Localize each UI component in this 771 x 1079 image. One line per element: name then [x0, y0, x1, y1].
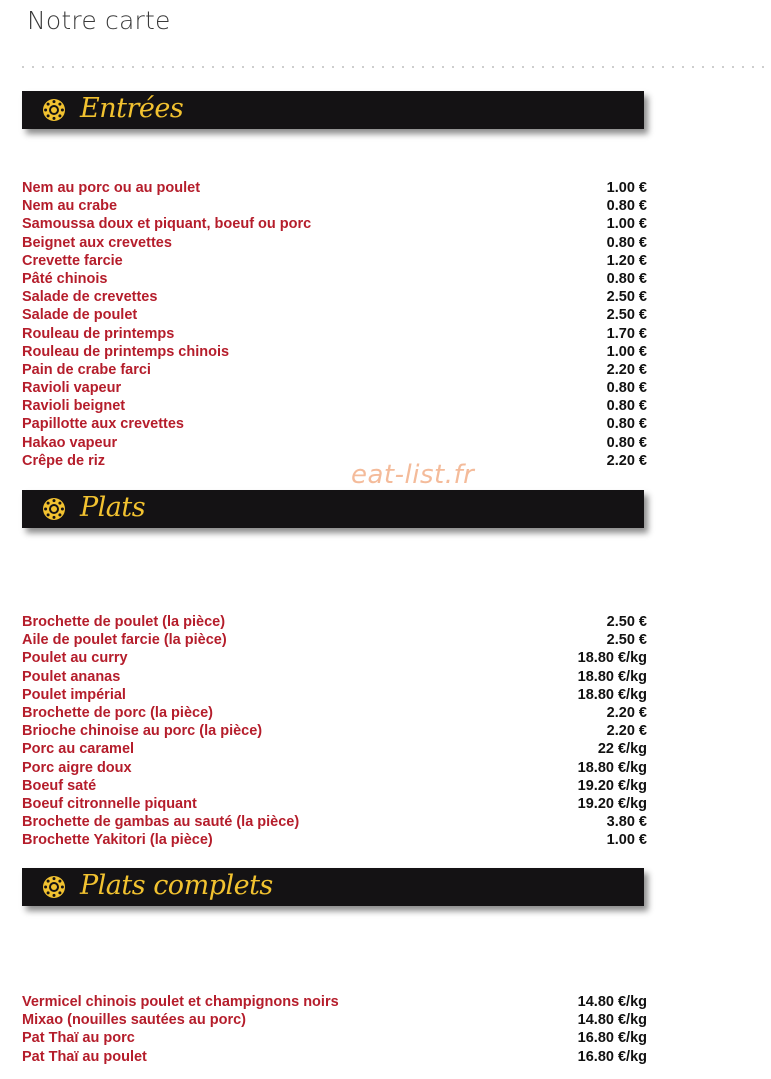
menu-item-name: Rouleau de printemps	[22, 325, 175, 342]
menu-item-price: 2.20 €	[606, 361, 647, 378]
menu-item-price: 1.70 €	[606, 325, 647, 342]
menu-item-price: 14.80 €/kg	[577, 1012, 647, 1029]
menu-item-name: Brochette de poulet (la pièce)	[22, 614, 226, 630]
section-banner-entrees	[22, 91, 644, 129]
menu-item-name: Samoussa doux et piquant, boeuf ou porc	[22, 216, 312, 233]
sun-flower-icon	[42, 497, 66, 521]
sun-flower-icon	[42, 875, 66, 899]
menu-item-price: 2.50 €	[606, 307, 647, 324]
menu-item-name: Pâté chinois	[22, 270, 108, 287]
menu-item	[22, 379, 647, 397]
menu-item-price: 18.80 €/kg	[577, 650, 647, 667]
menu-item	[22, 813, 647, 831]
menu-item-price: 1.00 €	[606, 216, 647, 233]
menu-item-name: Poulet impérial	[22, 686, 126, 703]
menu-item-price: 0.80 €	[606, 234, 647, 251]
menu-item-price: 14.80 €/kg	[577, 994, 647, 1010]
menu-item	[22, 306, 647, 324]
menu-item	[22, 397, 647, 415]
menu-item	[22, 415, 647, 433]
menu-item-name: Rouleau de printemps chinois	[22, 343, 230, 360]
menu-item-price: 2.20 €	[606, 723, 647, 740]
menu-item-price: 2.50 €	[606, 614, 647, 630]
menu-item-price: 18.80 €/kg	[577, 686, 647, 703]
menu-item	[22, 649, 647, 667]
menu-item-name: Ravioli beignet	[22, 398, 126, 415]
menu-item-name: Brochette Yakitori (la pièce)	[22, 832, 213, 849]
menu-item	[22, 197, 647, 215]
menu-item-name: Beignet aux crevettes	[22, 234, 172, 251]
menu-item-name: Porc aigre doux	[22, 759, 132, 776]
watermark: eat-list.fr	[351, 460, 475, 490]
menu-item-name: Nem au porc ou au poulet	[22, 180, 201, 196]
menu-item-name: Pain de crabe farci	[22, 361, 151, 378]
menu-item-name: Brochette de porc (la pièce)	[22, 704, 213, 721]
section-banner-plats	[22, 490, 644, 528]
menu-item	[22, 1011, 647, 1029]
section-heading: Plats complets	[80, 870, 273, 901]
menu-item-price: 16.80 €/kg	[577, 1048, 647, 1065]
menu-item-name: Boeuf citronnelle piquant	[22, 795, 197, 812]
menu-item-price: 2.50 €	[606, 289, 647, 306]
menu-item-name: Brochette de gambas au sauté (la pièce)	[22, 814, 300, 831]
menu-item-price: 0.80 €	[606, 198, 647, 215]
menu-item	[22, 613, 647, 631]
menu-item	[22, 759, 647, 777]
menu-item-price: 3.80 €	[606, 814, 647, 831]
menu-item	[22, 668, 647, 686]
menu-item	[22, 704, 647, 722]
menu-item	[22, 325, 647, 343]
menu-item-name: Pat Thaï au porc	[22, 1030, 135, 1047]
menu-item-price: 0.80 €	[606, 270, 647, 287]
menu-list-plats-complets	[22, 993, 647, 1066]
menu-item	[22, 252, 647, 270]
menu-item	[22, 215, 647, 233]
menu-item	[22, 993, 647, 1011]
menu-item-price: 2.50 €	[606, 632, 647, 649]
section-heading: Entrées	[80, 93, 184, 124]
menu-item-name: Papillotte aux crevettes	[22, 416, 184, 433]
section-heading: Plats	[80, 492, 146, 523]
menu-item-name: Aile de poulet farcie (la pièce)	[22, 632, 227, 649]
menu-item-price: 1.00 €	[606, 832, 647, 849]
menu-list-plats	[22, 613, 647, 849]
menu-item	[22, 452, 647, 470]
menu-item	[22, 722, 647, 740]
menu-item	[22, 288, 647, 306]
menu-item	[22, 777, 647, 795]
menu-item-name: Ravioli vapeur	[22, 380, 122, 397]
dotted-divider	[18, 66, 770, 68]
menu-item	[22, 343, 647, 361]
menu-item	[22, 1048, 647, 1066]
menu-item	[22, 631, 647, 649]
menu-item-name: Salade de crevettes	[22, 289, 158, 306]
menu-item-price: 22 €/kg	[597, 741, 647, 758]
menu-item-price: 18.80 €/kg	[577, 668, 647, 685]
menu-item-price: 0.80 €	[606, 434, 647, 451]
menu-item	[22, 179, 647, 197]
menu-item	[22, 831, 647, 849]
menu-item-price: 0.80 €	[606, 380, 647, 397]
menu-item-name: Porc au caramel	[22, 741, 135, 758]
menu-list-entrees	[22, 179, 647, 470]
menu-item-name: Hakao vapeur	[22, 434, 118, 451]
menu-item-price: 19.20 €/kg	[577, 777, 647, 794]
menu-item-name: Vermicel chinois poulet et champignons noirs	[22, 994, 339, 1010]
menu-item-name: Boeuf saté	[22, 777, 97, 794]
menu-item-name: Crêpe de riz	[22, 452, 105, 469]
menu-item	[22, 740, 647, 758]
menu-item-price: 18.80 €/kg	[577, 759, 647, 776]
menu-item-name: Poulet au curry	[22, 650, 128, 667]
menu-item	[22, 270, 647, 288]
menu-item-name: Nem au crabe	[22, 198, 118, 215]
menu-item-name: Salade de poulet	[22, 307, 138, 324]
menu-item-price: 1.00 €	[606, 180, 647, 196]
menu-item-price: 0.80 €	[606, 416, 647, 433]
sun-flower-icon	[42, 98, 66, 122]
menu-item	[22, 795, 647, 813]
menu-item-price: 19.20 €/kg	[577, 795, 647, 812]
menu-item-name: Poulet ananas	[22, 668, 121, 685]
menu-item-price: 16.80 €/kg	[577, 1030, 647, 1047]
menu-item	[22, 686, 647, 704]
menu-item	[22, 234, 647, 252]
page-title: Notre carte	[27, 6, 171, 35]
menu-item-name: Pat Thaï au poulet	[22, 1048, 147, 1065]
menu-item-price: 1.00 €	[606, 343, 647, 360]
menu-item-name: Crevette farcie	[22, 252, 123, 269]
menu-item-price: 2.20 €	[606, 704, 647, 721]
menu-item-name: Brioche chinoise au porc (la pièce)	[22, 723, 263, 740]
menu-item	[22, 1029, 647, 1047]
menu-item	[22, 434, 647, 452]
menu-item-name: Mixao (nouilles sautées au porc)	[22, 1012, 246, 1029]
menu-item-price: 2.20 €	[606, 452, 647, 469]
section-banner-plats-complets	[22, 868, 644, 906]
menu-item	[22, 361, 647, 379]
menu-item-price: 1.20 €	[606, 252, 647, 269]
menu-item-price: 0.80 €	[606, 398, 647, 415]
